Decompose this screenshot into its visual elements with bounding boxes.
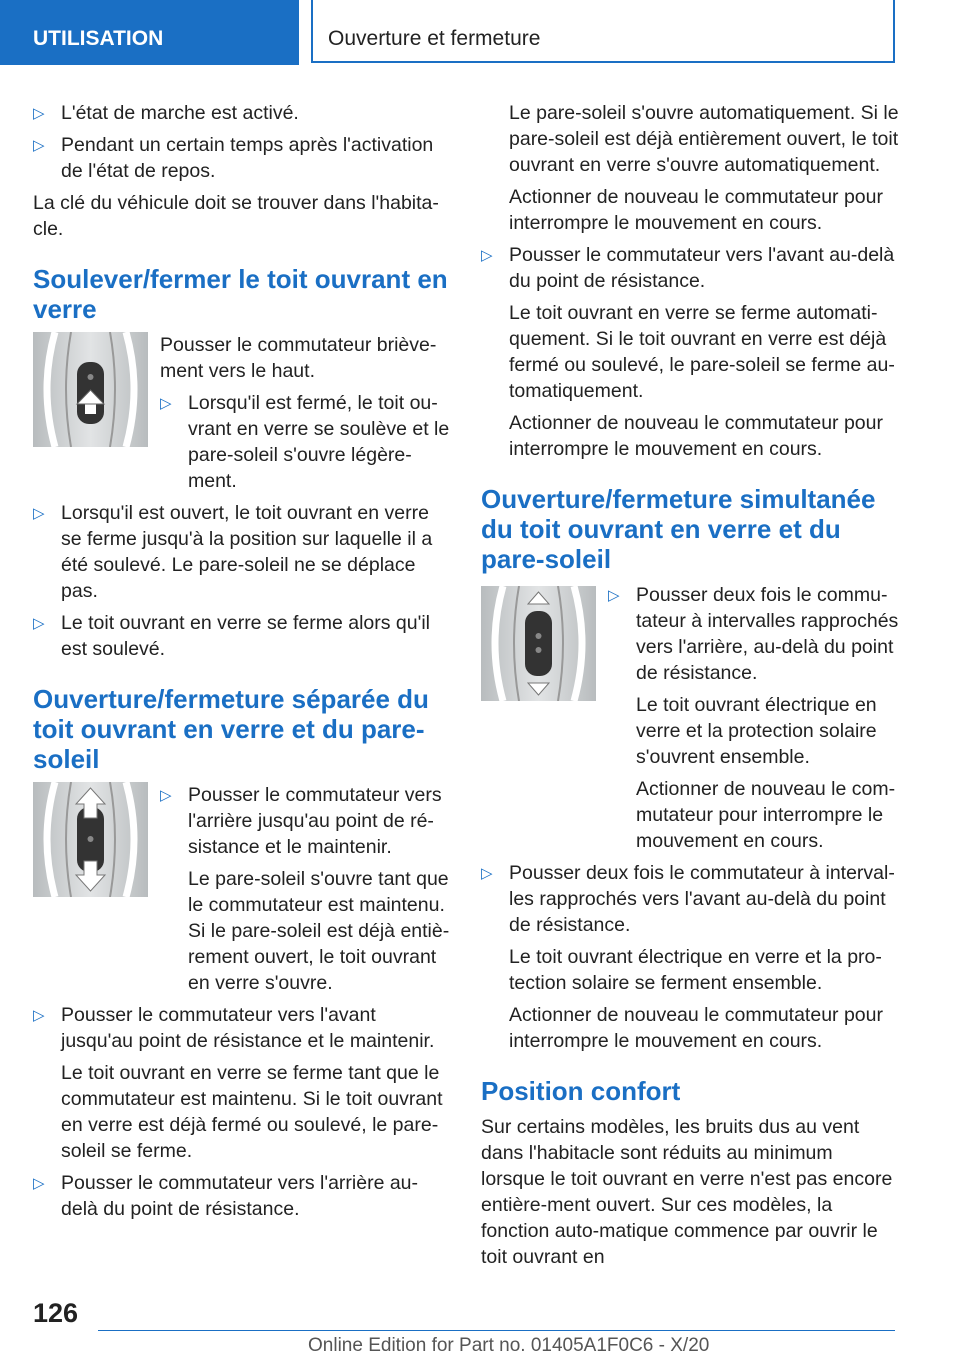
paragraph: Actionner de nouveau le com-mutateur pour interrompre le mouvement en cours.: [636, 778, 896, 852]
header-section: UTILISATION: [0, 0, 299, 65]
switch-up-down-illustration: [33, 782, 148, 897]
paragraph: Pousser le commutateur briève-ment vers le haut.: [160, 334, 437, 382]
paragraph: Le pare-soleil s'ouvre automatiquement. Si le pare-soleil est déjà entièrement ouvert, le toit ouvrant en verre s'ouvre automatiquement.: [509, 102, 899, 176]
bullet-triangle-icon: ▷: [481, 247, 493, 264]
section-heading: Position confort: [481, 1076, 681, 1106]
bullet-triangle-icon: ▷: [33, 505, 45, 522]
list-item: ▷ Pousser deux fois le commutateur à interval-les rapprochés vers l'avant au-delà du point de résistance.: [481, 862, 895, 936]
bullet-triangle-icon: ▷: [33, 1007, 45, 1024]
list-item: ▷ L'état de marche est activé.: [33, 100, 453, 126]
switch-illustration: [481, 586, 596, 701]
list-item: ▷ Pousser le commutateur vers l'arrière au-delà du point de résistance.: [33, 1172, 419, 1220]
illustrated-block: [481, 582, 901, 854]
list-item: ▷ Pousser deux fois le commu-tateur à intervalles rapprochés vers l'arrière, au-delà du point de résistance.: [608, 584, 899, 684]
paragraph: Le toit ouvrant électrique en verre et la protection solaire s'ouvrent ensemble.: [636, 694, 877, 768]
illustrated-block: [33, 782, 453, 996]
bullet-triangle-icon: ▷: [33, 137, 45, 154]
bullet-triangle-icon: ▷: [33, 105, 45, 122]
paragraph: La clé du véhicule doit se trouver dans l'habita-cle.: [33, 192, 439, 240]
paragraph: Sur certains modèles, les bruits dus au vent dans l'habitacle sont réduits au minimum lorsque le toit ouvrant en verre n'est pas encore entière-ment ouvert. Sur ces modèles, la fonction auto-matique commence par ouvrir le toit ouvrant en: [481, 1116, 893, 1268]
footer-divider: [98, 1330, 895, 1331]
paragraph: Le toit ouvrant en verre se ferme automati-quement. Si le toit ouvrant en verre est déjà fermé ou soulevé, le pare-soleil se ferme au-tomatiquement.: [509, 302, 895, 402]
section-heading: Ouverture/fermeture simultanée du toit ouvrant en verre et du pare-soleil: [481, 484, 876, 574]
list-item: ▷ Le toit ouvrant en verre se ferme alors qu'il est soulevé.: [33, 612, 430, 660]
bullet-triangle-icon: ▷: [33, 1175, 45, 1192]
section-heading: Soulever/fermer le toit ouvrant en verre: [33, 264, 448, 324]
list-item: ▷ Pendant un certain temps après l'activation de l'état de repos.: [33, 134, 434, 182]
switch-up-illustration: [33, 332, 148, 447]
bullet-triangle-icon: ▷: [33, 615, 45, 632]
list-item: ▷ Pousser le commutateur vers l'arrière jusqu'au point de ré-sistance et le maintenir.: [160, 784, 442, 858]
footer-text: Online Edition for Part no. 01405A1F0C6 - X/20: [308, 1335, 710, 1356]
paragraph: Le toit ouvrant électrique en verre et la pro-tection solaire se ferment ensemble.: [509, 946, 882, 994]
section-heading: Ouverture/fermeture séparée du toit ouvrant en verre et du pare-soleil: [33, 684, 429, 774]
list-item: ▷ Pousser le commutateur vers l'avant au-delà du point de résistance.: [481, 244, 895, 292]
bullet-triangle-icon: ▷: [160, 787, 172, 804]
paragraph: Actionner de nouveau le commutateur pour interrompre le mouvement en cours.: [509, 412, 883, 460]
bullet-triangle-icon: ▷: [481, 865, 493, 882]
header-title: Ouverture et fermeture: [311, 0, 895, 63]
paragraph: Actionner de nouveau le commutateur pour interrompre le mouvement en cours.: [509, 186, 883, 234]
left-column: [33, 100, 453, 1228]
illustrated-block: [33, 332, 453, 494]
list-item: ▷ Lorsqu'il est ouvert, le toit ouvrant en verre se ferme jusqu'à la position sur laquelle il a été soulevé. Le pare-soleil ne se déplace pas.: [33, 502, 433, 602]
page-number: 126: [33, 1298, 79, 1328]
paragraph: Le toit ouvrant en verre se ferme tant que le commutateur est maintenu. Si le toit ouvrant en verre est déjà fermé ou soulevé, le pare-soleil se ferme.: [61, 1062, 443, 1162]
paragraph: Actionner de nouveau le commutateur pour interrompre le mouvement en cours.: [509, 1004, 883, 1052]
bullet-triangle-icon: ▷: [160, 395, 172, 412]
paragraph: Le pare-soleil s'ouvre tant que le commutateur est maintenu. Si le pare-soleil est déjà entiè-rement ouvert, le toit ouvrant en verre s'ouvre.: [188, 868, 450, 994]
list-item: ▷ Pousser le commutateur vers l'avant jusqu'au point de résistance et le maintenir.: [33, 1004, 435, 1052]
list-item: ▷ Lorsqu'il est fermé, le toit ou-vrant en verre se soulève et le pare-soleil s'ouvre légère-ment.: [160, 392, 450, 492]
right-column: [481, 100, 901, 1276]
bullet-triangle-icon: ▷: [608, 587, 620, 604]
